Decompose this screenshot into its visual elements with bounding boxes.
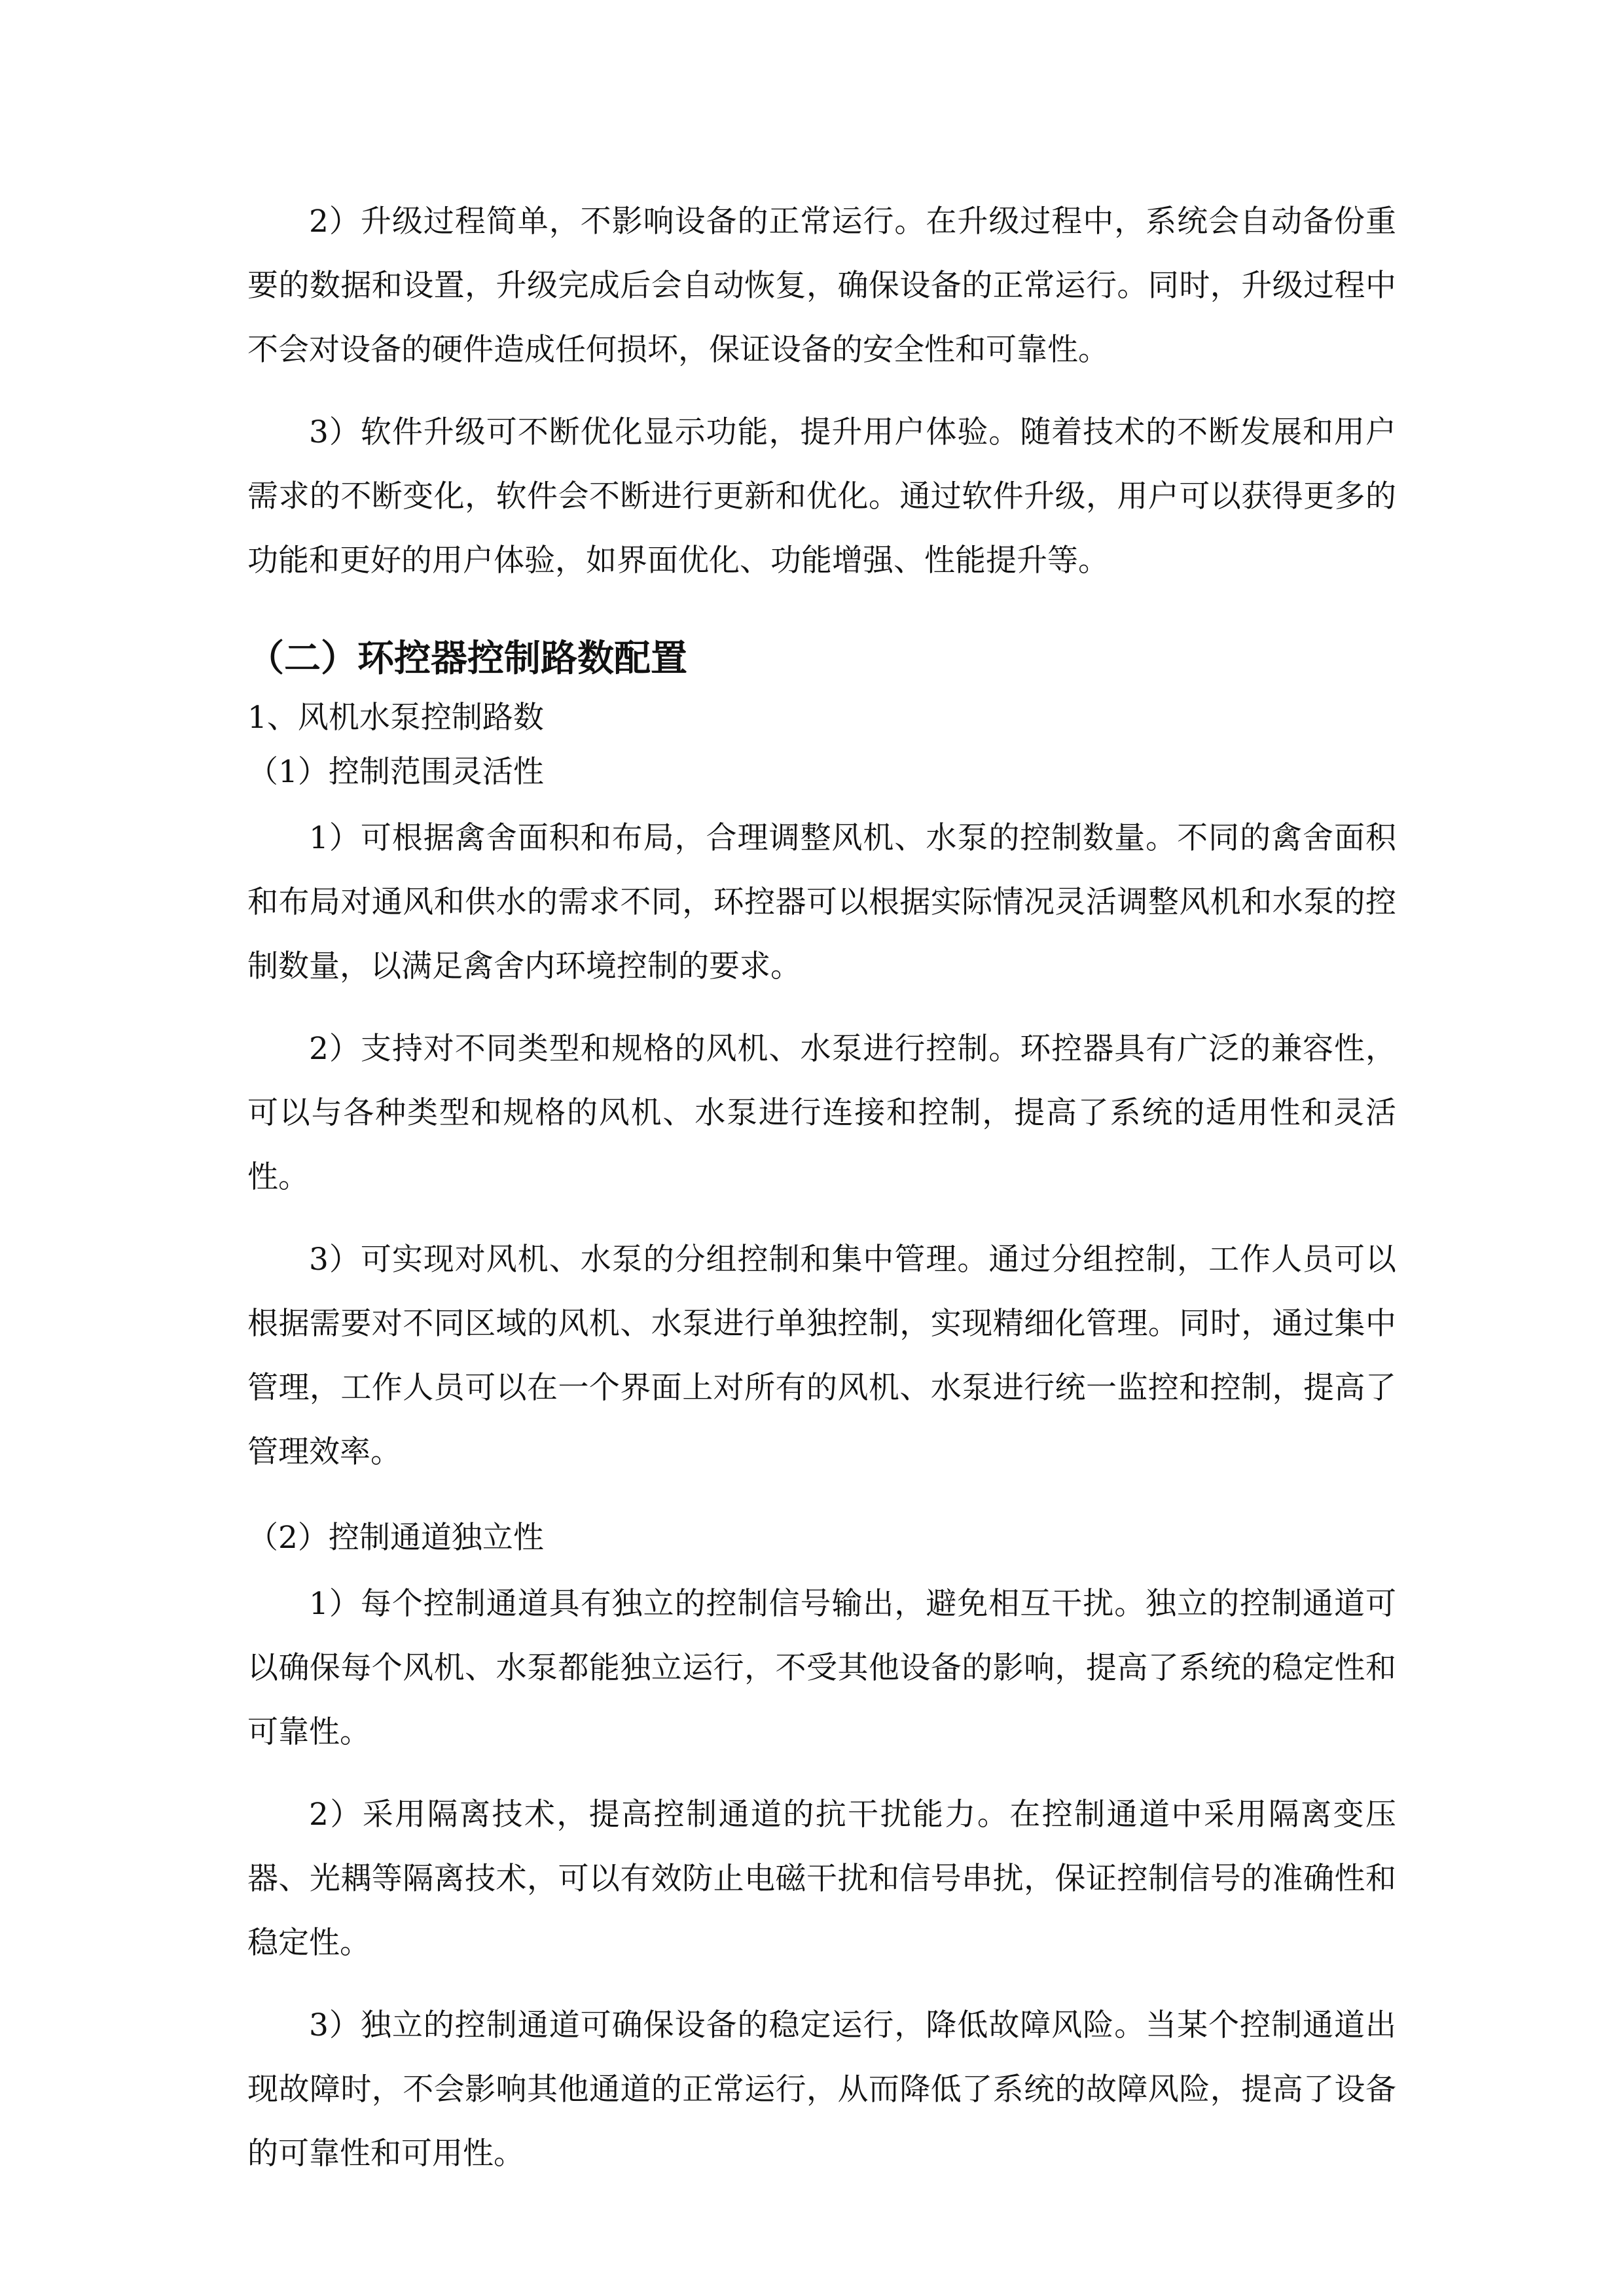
paragraph-upgrade-optimize: 3）软件升级可不断优化显示功能，提升用户体验。随着技术的不断发展和用户需求的不断变化，软件会不断进行更新和优化。通过软件升级，用户可以获得更多的功能和更好的用户体验，如界面优化、功能增强、性能提升等。 xyxy=(247,414,1396,579)
sub-heading-channel-independence: （2）控制通道独立性 xyxy=(247,1520,544,1556)
document-body xyxy=(247,190,1396,2186)
paragraph-channel-3: 3）独立的控制通道可确保设备的稳定运行，降低故障风险。当某个控制通道出现故障时，不会影响其他通道的正常运行，从而降低了系统的故障风险，提高了设备的可靠性和可用性。 xyxy=(247,2007,1396,2172)
paragraph-range-2: 2）支持对不同类型和规格的风机、水泵进行控制。环控器具有广泛的兼容性，可以与各种类型和规格的风机、水泵进行连接和控制，提高了系统的适用性和灵活性。 xyxy=(247,1031,1396,1195)
section-title: （二）环控器控制路数配置 xyxy=(247,637,687,680)
paragraph-range-1: 1）可根据禽舍面积和布局，合理调整风机、水泵的控制数量。不同的禽舍面积和布局对通风和供水的需求不同，环控器可以根据实际情况灵活调整风机和水泵的控制数量，以满足禽舍内环境控制的要求。 xyxy=(247,820,1396,984)
sub-heading-fan-pump: 1、风机水泵控制路数 xyxy=(247,700,544,736)
paragraph-channel-2: 2）采用隔离技术，提高控制通道的抗干扰能力。在控制通道中采用隔离变压器、光耦等隔离技术，可以有效防止电磁干扰和信号串扰，保证控制信号的准确性和稳定性。 xyxy=(247,1797,1396,1961)
paragraph-range-3: 3）可实现对风机、水泵的分组控制和集中管理。通过分组控制，工作人员可以根据需要对不同区域的风机、水泵进行单独控制，实现精细化管理。同时，通过集中管理，工作人员可以在一个界面上对所有的风机、水泵进行统一监控和控制，提高了管理效率。 xyxy=(247,1242,1396,1470)
paragraph-upgrade-simple: 2）升级过程简单，不影响设备的正常运行。在升级过程中，系统会自动备份重要的数据和设置，升级完成后会自动恢复，确保设备的正常运行。同时，升级过程中不会对设备的硬件造成任何损坏，保证设备的安全性和可靠性。 xyxy=(247,204,1396,368)
sub-heading-control-range: （1）控制范围灵活性 xyxy=(247,754,544,790)
paragraph-channel-1: 1）每个控制通道具有独立的控制信号输出，避免相互干扰。独立的控制通道可以确保每个风机、水泵都能独立运行，不受其他设备的影响，提高了系统的稳定性和可靠性。 xyxy=(247,1586,1396,1750)
